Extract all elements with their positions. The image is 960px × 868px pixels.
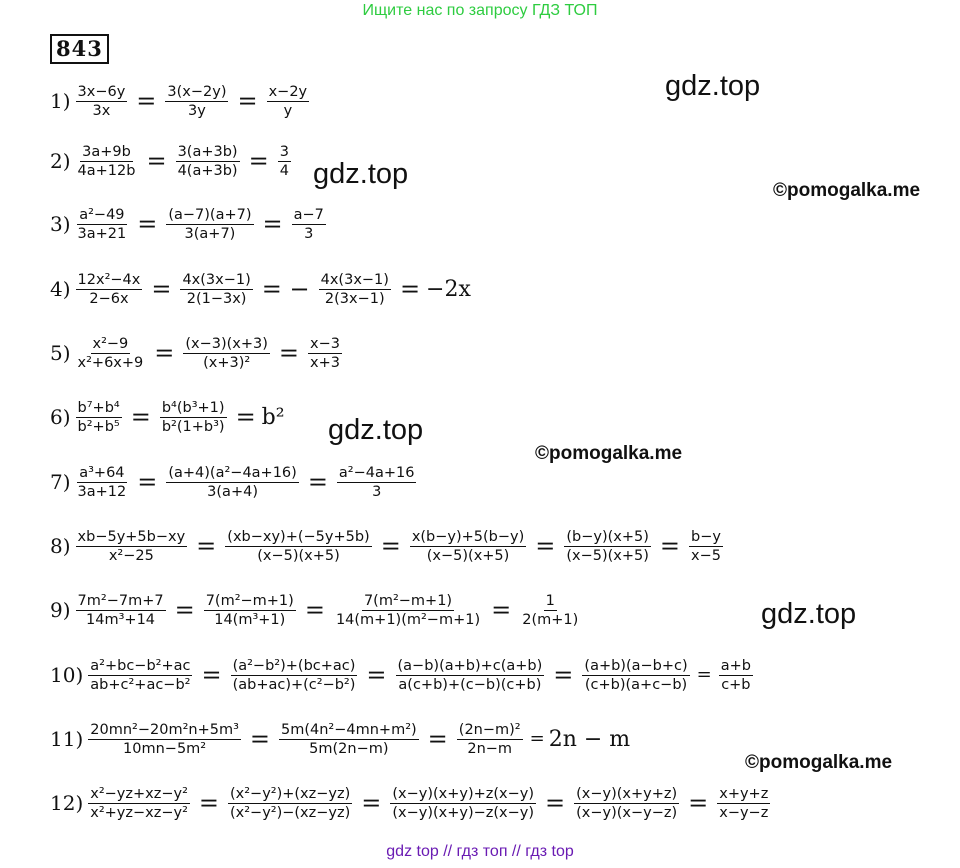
fraction-denominator: 5m(2n−m) (309, 740, 389, 757)
equals-sign: = (545, 789, 566, 817)
equals-sign: = (361, 789, 382, 817)
fraction-denominator: b²(1+b³) (161, 418, 225, 435)
equals-sign: = (307, 468, 328, 496)
equals-sign: = (491, 596, 512, 624)
fraction-denominator: 3x (92, 102, 111, 119)
footer-links: gdz top // гдз топ // гдз top (386, 843, 574, 860)
fraction-numerator: (xb−xy)+(−5y+5b) (227, 528, 370, 545)
equation-1 (50, 76, 312, 126)
equals-sign: = (198, 789, 219, 817)
equation-3 (50, 199, 329, 249)
fraction-numerator: 3a+9b (82, 143, 131, 160)
fraction-denominator: 3(a+4) (207, 483, 258, 500)
equals-sign: = (146, 147, 167, 175)
equals-sign: = − (261, 275, 310, 303)
fraction-denominator: x²−25 (108, 547, 154, 564)
equals-sign: = (151, 275, 172, 303)
equation-5 (50, 328, 345, 378)
fraction-denominator: 3 (304, 225, 314, 242)
fraction (76, 592, 166, 629)
equation-number: 6) (50, 405, 71, 429)
equals-sign: = (696, 664, 712, 685)
fraction (719, 657, 753, 694)
equals-sign: = (201, 661, 222, 689)
fraction (390, 785, 536, 822)
equation-12 (50, 778, 773, 828)
fraction (165, 83, 228, 120)
fraction-denominator: x+3 (310, 354, 340, 371)
fraction-numerator: 12x²−4x (77, 271, 141, 288)
fraction (88, 785, 190, 822)
fraction-numerator: 7(m²−m+1) (205, 592, 294, 609)
fraction-numerator: 1 (545, 592, 555, 609)
fraction-denominator: (x+3)² (203, 354, 251, 371)
fraction-numerator: (b−y)(x+5) (566, 528, 649, 545)
equals-sign: = (154, 339, 175, 367)
fraction-denominator: 2(m+1) (522, 611, 579, 628)
fraction-denominator: 4a+12b (77, 162, 136, 179)
fraction-numerator: x+y+z (719, 785, 769, 802)
fraction-numerator: 3(x−2y) (167, 83, 227, 100)
fraction-denominator: (c+b)(a+c−b) (584, 676, 688, 693)
fraction-numerator: (x−3)(x+3) (185, 335, 268, 352)
fraction-numerator: 7m²−7m+7 (77, 592, 164, 609)
result-expression: −2x (426, 276, 471, 302)
fraction-denominator: 3 (372, 483, 382, 500)
equals-sign: = (427, 725, 448, 753)
fraction-denominator: 14m³+14 (86, 611, 156, 628)
equation-11 (50, 714, 630, 764)
fraction (166, 464, 298, 501)
watermark-pomogalka: ©pomogalka.me (535, 443, 683, 464)
fraction-denominator: 3(a+7) (184, 225, 236, 242)
equation-number: 1) (50, 89, 71, 113)
equals-sign: = (249, 725, 270, 753)
equals-sign: = (366, 661, 387, 689)
watermark-gdz: gdz.top (328, 414, 424, 446)
fraction (76, 335, 146, 372)
fraction (334, 592, 482, 629)
equals-sign: = (248, 147, 269, 175)
fraction-denominator: (x−y)(x−y−z) (576, 804, 678, 821)
equals-sign: = (399, 275, 421, 303)
fraction-denominator: 4 (279, 162, 289, 179)
fraction-denominator: 3a+12 (77, 483, 127, 500)
fraction (166, 206, 253, 243)
fraction-numerator: (x−y)(x+y)+z(x−y) (392, 785, 534, 802)
equation-number: 7) (50, 470, 71, 494)
fraction (76, 464, 129, 501)
equation-number: 2) (50, 149, 71, 173)
fraction-numerator: (a²−b²)+(bc+ac) (232, 657, 356, 674)
fraction (231, 657, 358, 694)
fraction-denominator: (x−y)(x+y)−z(x−y) (392, 804, 534, 821)
fraction (410, 528, 526, 565)
equals-sign: = (278, 339, 300, 367)
fraction (457, 721, 523, 758)
fraction (689, 528, 723, 565)
fraction-denominator: c+b (721, 676, 751, 693)
fraction (574, 785, 679, 822)
fraction-denominator: y (283, 102, 293, 119)
fraction-denominator: x−y−z (719, 804, 769, 821)
equals-sign: = (137, 210, 158, 238)
fraction (183, 335, 270, 372)
equation-4 (50, 264, 471, 314)
fraction-numerator: a²+bc−b²+ac (90, 657, 191, 674)
fraction (582, 657, 689, 694)
top-banner: Ищите нас по запросу ГДЗ ТОП (362, 2, 598, 19)
fraction-denominator: 14(m³+1) (214, 611, 286, 628)
equation-7 (50, 457, 419, 507)
fraction (279, 721, 419, 758)
equals-sign: = (196, 532, 217, 560)
fraction-numerator: 3 (279, 143, 289, 160)
problem-number: 843 (50, 34, 109, 64)
equation-6 (50, 392, 285, 442)
equation-10 (50, 650, 756, 700)
fraction (180, 271, 252, 308)
equation-number: 3) (50, 212, 71, 236)
fraction-numerator: (2n−m)² (458, 721, 521, 738)
fraction-numerator: (x−y)(x+y+z) (576, 785, 678, 802)
fraction-numerator: b−y (691, 528, 721, 545)
fraction-numerator: (a+b)(a−b+c) (584, 657, 688, 674)
fraction-numerator: b⁷+b⁴ (77, 399, 120, 416)
equals-sign: = (688, 789, 709, 817)
equation-number: 11) (50, 727, 84, 751)
fraction (292, 206, 326, 243)
fraction (337, 464, 417, 501)
fraction-denominator: 2(3x−1) (324, 290, 385, 307)
fraction-numerator: x−2y (268, 83, 308, 100)
fraction-denominator: (ab+ac)+(c²−b²) (232, 676, 356, 693)
watermark-pomogalka: ©pomogalka.me (745, 752, 893, 773)
watermark-gdz: gdz.top (313, 158, 409, 190)
equation-8 (50, 521, 726, 571)
fraction-numerator: 5m(4n²−4mn+m²) (281, 721, 417, 738)
fraction-numerator: a²−4a+16 (338, 464, 415, 481)
fraction-numerator: 20mn²−20m²n+5m³ (90, 721, 239, 738)
fraction (76, 528, 188, 565)
equation-number: 8) (50, 534, 71, 558)
fraction-denominator: a(c+b)+(c−b)(c+b) (398, 676, 542, 693)
fraction-denominator: x²+yz−xz−y² (90, 804, 188, 821)
fraction-numerator: b⁴(b³+1) (161, 399, 225, 416)
equals-sign: = (262, 210, 283, 238)
fraction-denominator: 2(1−3x) (186, 290, 247, 307)
equals-sign: = (235, 403, 256, 431)
fraction (76, 271, 143, 308)
fraction (76, 206, 129, 243)
watermark-pomogalka: ©pomogalka.me (773, 180, 921, 201)
equals-sign: = (529, 728, 545, 749)
fraction-numerator: (a+4)(a²−4a+16) (168, 464, 297, 481)
fraction-numerator: a+b (720, 657, 751, 674)
fraction (204, 592, 296, 629)
fraction-numerator: x(b−y)+5(b−y) (411, 528, 525, 545)
fraction-numerator: xb−5y+5b−xy (77, 528, 186, 545)
fraction (88, 657, 192, 694)
equals-sign: = (380, 532, 401, 560)
equation-number: 10) (50, 663, 84, 687)
fraction-numerator: (a−7)(a+7) (168, 206, 252, 223)
fraction-numerator: x²−yz+xz−y² (90, 785, 188, 802)
equation-9 (50, 585, 583, 635)
fraction-denominator: x−5 (691, 547, 721, 564)
watermark-gdz: gdz.top (761, 598, 857, 630)
fraction-numerator: 7(m²−m+1) (363, 592, 453, 609)
fraction-denominator: ab+c²+ac−b² (90, 676, 191, 693)
fraction (225, 528, 371, 565)
fraction-denominator: 3y (188, 102, 206, 119)
fraction (308, 335, 342, 372)
equals-sign: = (553, 661, 574, 689)
fraction-numerator: a³+64 (79, 464, 125, 481)
fraction-numerator: 4x(3x−1) (320, 271, 389, 288)
fraction (176, 143, 240, 180)
fraction-denominator: (x−5)(x+5) (426, 547, 510, 564)
fraction-denominator: 4(a+3b) (177, 162, 238, 179)
fraction (160, 399, 227, 436)
equation-number: 4) (50, 277, 71, 301)
fraction-denominator: (x−5)(x+5) (566, 547, 649, 564)
fraction-numerator: x−3 (310, 335, 340, 352)
fraction-denominator: (x−5)(x+5) (257, 547, 340, 564)
fraction (88, 721, 241, 758)
equation-number: 5) (50, 341, 71, 365)
fraction (267, 83, 310, 120)
equation-2 (50, 136, 294, 186)
fraction-denominator: b²+b⁵ (77, 418, 120, 435)
fraction-numerator: 3(a+3b) (177, 143, 238, 160)
equation-number: 9) (50, 598, 71, 622)
equals-sign: = (535, 532, 556, 560)
fraction-numerator: a²−49 (79, 206, 125, 223)
fraction-denominator: 2n−m (467, 740, 513, 757)
fraction-numerator: 4x(3x−1) (182, 271, 251, 288)
equals-sign: = (136, 87, 157, 115)
result-expression: 2n − m (548, 726, 631, 752)
fraction-numerator: x²−9 (92, 335, 129, 352)
fraction-numerator: (x²−y²)+(xz−yz) (230, 785, 351, 802)
fraction-numerator: 3x−6y (77, 83, 126, 100)
fraction (76, 83, 128, 120)
fraction-denominator: 2−6x (89, 290, 129, 307)
equals-sign: = (237, 87, 258, 115)
fraction-denominator: 10mn−5m² (123, 740, 207, 757)
result-expression: b² (261, 404, 285, 430)
equals-sign: = (130, 403, 151, 431)
fraction (564, 528, 651, 565)
fraction-numerator: a−7 (293, 206, 324, 223)
fraction (717, 785, 770, 822)
equals-sign: = (174, 596, 195, 624)
equals-sign: = (659, 532, 681, 560)
fraction (76, 143, 138, 180)
fraction (520, 592, 580, 629)
fraction-denominator: x²+6x+9 (77, 354, 144, 371)
fraction-denominator: 14(m+1)(m²−m+1) (335, 611, 481, 628)
equals-sign: = (137, 468, 158, 496)
fraction-numerator: (a−b)(a+b)+c(a+b) (397, 657, 543, 674)
fraction (76, 399, 122, 436)
fraction (278, 143, 291, 180)
watermark-gdz: gdz.top (665, 70, 761, 102)
fraction (228, 785, 352, 822)
fraction (319, 271, 391, 308)
fraction (396, 657, 545, 694)
equation-number: 12) (50, 791, 84, 815)
fraction-denominator: 3a+21 (77, 225, 127, 242)
fraction-denominator: (x²−y²)−(xz−yz) (230, 804, 351, 821)
equals-sign: = (304, 596, 325, 624)
